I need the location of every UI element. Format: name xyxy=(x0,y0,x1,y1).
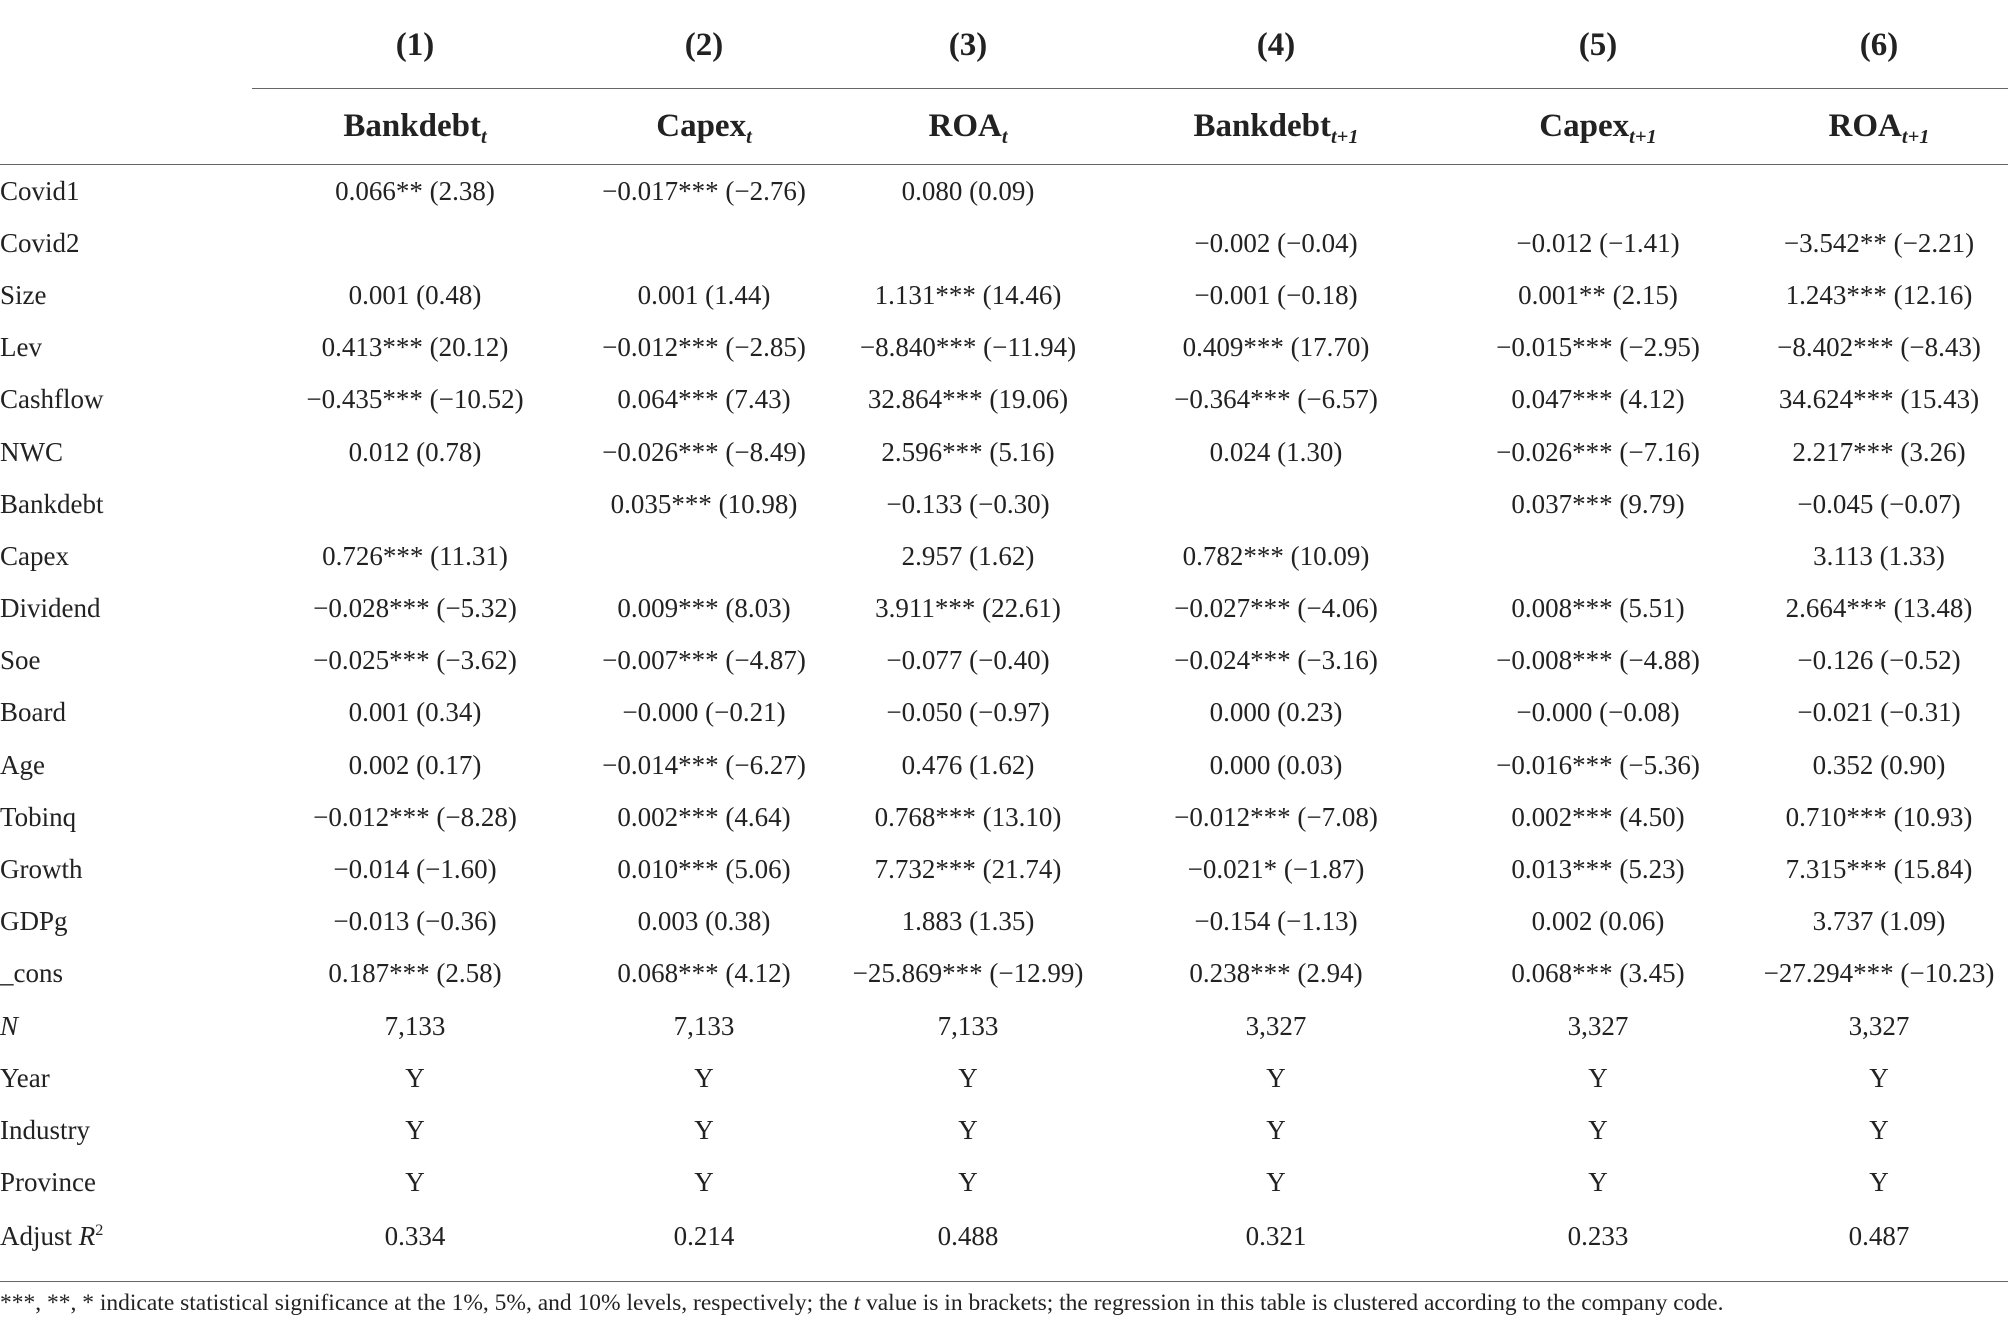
row-label: Covid2 xyxy=(0,227,80,258)
coefficient-cell: Y xyxy=(1869,1114,1889,1145)
coefficient-cell: 3,327 xyxy=(1245,1010,1307,1041)
coefficient-cell: −0.012 (−1.41) xyxy=(1516,227,1680,258)
column-number: (5) xyxy=(1578,26,1618,63)
coefficient-cell: −0.013 (−0.36) xyxy=(333,906,497,937)
row-label: Year xyxy=(0,1062,50,1093)
coefficient-cell: −27.294*** (−10.23) xyxy=(1763,958,1995,989)
coefficient-cell: −0.014 (−1.60) xyxy=(333,854,497,885)
coefficient-cell: −0.015*** (−2.95) xyxy=(1496,332,1700,363)
coefficient-cell: Y xyxy=(1266,1062,1286,1093)
coefficient-cell: 0.068*** (4.12) xyxy=(617,958,791,989)
coefficient-cell xyxy=(578,530,830,582)
coefficient-cell: −0.045 (−0.07) xyxy=(1797,488,1961,519)
row-label: _cons xyxy=(0,958,63,989)
table-row xyxy=(0,165,2008,218)
coefficient-cell: 0.008*** (5.51) xyxy=(1511,593,1685,624)
table-row xyxy=(0,791,2008,843)
coefficient-cell: −0.001 (−0.18) xyxy=(1194,279,1358,310)
coefficient-cell: 0.002 (0.17) xyxy=(348,749,482,780)
column-number: (3) xyxy=(948,26,988,63)
table-row xyxy=(0,530,2008,582)
coefficient-cell: 0.768*** (13.10) xyxy=(874,801,1062,832)
dependent-variable-row xyxy=(0,89,2008,165)
column-number: (6) xyxy=(1859,26,1899,63)
table-row xyxy=(0,426,2008,478)
coefficient-cell: Y xyxy=(1869,1167,1889,1198)
coefficient-cell: 0.710*** (10.93) xyxy=(1785,801,1973,832)
footnote-text: ***, **, * indicate statistical significance at the 1%, 5%, and 10% levels, respectively; the xyxy=(0,1290,854,1316)
table-row xyxy=(0,948,2008,1000)
row-label: Age xyxy=(0,749,45,780)
coefficient-cell: −8.840*** (−11.94) xyxy=(859,332,1077,363)
coefficient-cell: 3.911*** (22.61) xyxy=(875,593,1061,624)
table-body xyxy=(0,165,2008,1282)
row-label: N xyxy=(0,1010,19,1041)
coefficient-cell: −0.026*** (−8.49) xyxy=(602,436,806,467)
row-label: Cashflow xyxy=(0,384,104,415)
coefficient-cell: 0.413*** (20.12) xyxy=(321,332,509,363)
column-number-row xyxy=(0,0,2008,89)
coefficient-cell: 0.013*** (5.23) xyxy=(1511,854,1685,885)
coefficient-cell: 3.737 (1.09) xyxy=(1812,906,1946,937)
coefficient-cell: −0.021* (−1.87) xyxy=(1187,854,1365,885)
coefficient-cell: −0.016*** (−5.36) xyxy=(1496,749,1700,780)
row-label: NWC xyxy=(0,436,63,467)
coefficient-cell: 0.001** (2.15) xyxy=(1518,279,1678,310)
coefficient-cell: 0.487 xyxy=(1750,1209,2008,1282)
coefficient-cell: 7,133 xyxy=(384,1010,446,1041)
coefficient-cell: −0.012*** (−2.85) xyxy=(602,332,806,363)
coefficient-cell: Y xyxy=(694,1167,714,1198)
row-label: Soe xyxy=(0,645,41,676)
table-row xyxy=(0,1209,2008,1282)
coefficient-cell: 0.233 xyxy=(1446,1209,1750,1282)
coefficient-cell: 0.064*** (7.43) xyxy=(617,384,791,415)
coefficient-cell: 0.068*** (3.45) xyxy=(1511,958,1685,989)
coefficient-cell: 0.010*** (5.06) xyxy=(617,854,791,885)
coefficient-cell: Y xyxy=(1588,1062,1608,1093)
coefficient-cell: 1.883 (1.35) xyxy=(901,906,1035,937)
coefficient-cell: Y xyxy=(694,1062,714,1093)
coefficient-cell: 0.002*** (4.64) xyxy=(617,801,791,832)
table-row xyxy=(0,687,2008,739)
coefficient-cell: 0.066** (2.38) xyxy=(335,175,495,206)
coefficient-cell: 7,133 xyxy=(673,1010,735,1041)
coefficient-cell: 0.012 (0.78) xyxy=(348,436,482,467)
coefficient-cell: 1.243*** (12.16) xyxy=(1785,279,1973,310)
row-label: Lev xyxy=(0,332,42,363)
coefficient-cell xyxy=(1446,530,1750,582)
table-row xyxy=(0,583,2008,635)
table-row xyxy=(0,1157,2008,1209)
table-row xyxy=(0,843,2008,895)
footnote-variable: t xyxy=(853,1290,861,1316)
row-label: GDPg xyxy=(0,906,68,937)
coefficient-cell: 0.000 (0.03) xyxy=(1209,749,1343,780)
coefficient-cell: 7.732*** (21.74) xyxy=(874,854,1062,885)
coefficient-cell: −25.869*** (−12.99) xyxy=(852,958,1084,989)
coefficient-cell: 0.000 (0.23) xyxy=(1209,697,1343,728)
coefficient-cell xyxy=(1106,478,1446,530)
header-blank-cell xyxy=(0,89,252,165)
coefficient-cell: −0.077 (−0.40) xyxy=(886,645,1050,676)
coefficient-cell: 3,327 xyxy=(1848,1010,1910,1041)
coefficient-cell: 0.476 (1.62) xyxy=(901,749,1035,780)
coefficient-cell: Y xyxy=(694,1114,714,1145)
coefficient-cell xyxy=(830,217,1106,269)
coefficient-cell: −0.000 (−0.08) xyxy=(1516,697,1680,728)
coefficient-cell: −0.133 (−0.30) xyxy=(886,488,1050,519)
coefficient-cell: 32.864*** (19.06) xyxy=(867,384,1069,415)
coefficient-cell: −0.012*** (−8.28) xyxy=(313,801,517,832)
coefficient-cell: 0.001 (1.44) xyxy=(637,279,771,310)
row-label: Tobinq xyxy=(0,801,77,832)
coefficient-cell: 3,327 xyxy=(1567,1010,1629,1041)
coefficient-cell: 0.238*** (2.94) xyxy=(1189,958,1363,989)
table-row xyxy=(0,374,2008,426)
coefficient-cell: 2.957 (1.62) xyxy=(901,540,1035,571)
table-footnote xyxy=(0,1290,2008,1317)
coefficient-cell: −0.021 (−0.31) xyxy=(1797,697,1961,728)
coefficient-cell: −0.435*** (−10.52) xyxy=(306,384,524,415)
coefficient-cell: 1.131*** (14.46) xyxy=(874,279,1062,310)
coefficient-cell: −0.027*** (−4.06) xyxy=(1174,593,1378,624)
coefficient-cell: 0.352 (0.90) xyxy=(1812,749,1946,780)
row-label: Capex xyxy=(0,540,69,571)
dependent-variable-header: $ROA_{t+1}$ xyxy=(1750,89,2008,165)
row-label: Industry xyxy=(0,1114,90,1145)
coefficient-cell: −0.025*** (−3.62) xyxy=(313,645,517,676)
table-row xyxy=(0,478,2008,530)
coefficient-cell: −8.402*** (−8.43) xyxy=(1777,332,1981,363)
table-row xyxy=(0,217,2008,269)
coefficient-cell: 0.003 (0.38) xyxy=(637,906,771,937)
coefficient-cell: 0.080 (0.09) xyxy=(901,175,1035,206)
table-row xyxy=(0,635,2008,687)
dependent-variable-header: $ROA_t$ xyxy=(830,89,1106,165)
coefficient-cell: −0.002 (−0.04) xyxy=(1194,227,1358,258)
dependent-variable-header: Capex$_{t+1}$ xyxy=(1446,89,1750,165)
coefficient-cell: Y xyxy=(958,1114,978,1145)
coefficient-cell: −0.007*** (−4.87) xyxy=(602,645,806,676)
table-row xyxy=(0,739,2008,791)
coefficient-cell: 0.024 (1.30) xyxy=(1209,436,1343,467)
coefficient-cell: −0.026*** (−7.16) xyxy=(1496,436,1700,467)
row-label: Growth xyxy=(0,854,83,885)
table-row xyxy=(0,896,2008,948)
coefficient-cell: Y xyxy=(405,1167,425,1198)
coefficient-cell: 0.214 xyxy=(578,1209,830,1282)
coefficient-cell: −0.008*** (−4.88) xyxy=(1496,645,1700,676)
coefficient-cell: 2.596*** (5.16) xyxy=(881,436,1055,467)
row-label: Adjust $R^2$ xyxy=(0,1209,252,1282)
coefficient-cell: Y xyxy=(1869,1062,1889,1093)
table-row xyxy=(0,1000,2008,1052)
coefficient-cell: 0.726*** (11.31) xyxy=(322,540,508,571)
table-row xyxy=(0,269,2008,321)
coefficient-cell: 0.321 xyxy=(1106,1209,1446,1282)
coefficient-cell: Y xyxy=(405,1114,425,1145)
coefficient-cell: −3.542** (−2.21) xyxy=(1783,227,1975,258)
coefficient-cell: 34.624*** (15.43) xyxy=(1778,384,1980,415)
coefficient-cell: Y xyxy=(958,1167,978,1198)
coefficient-cell: −0.050 (−0.97) xyxy=(886,697,1050,728)
coefficient-cell xyxy=(1446,165,1750,218)
coefficient-cell: Y xyxy=(405,1062,425,1093)
coefficient-cell xyxy=(578,217,830,269)
dependent-variable-header: Bankdebt$_t$ xyxy=(252,89,578,165)
coefficient-cell: −0.000 (−0.21) xyxy=(622,697,786,728)
coefficient-cell: 0.002 (0.06) xyxy=(1531,906,1665,937)
table-row xyxy=(0,1104,2008,1156)
coefficient-cell: −0.028*** (−5.32) xyxy=(313,593,517,624)
row-label: Province xyxy=(0,1167,96,1198)
coefficient-cell xyxy=(252,478,578,530)
table-row xyxy=(0,1052,2008,1104)
dependent-variable-header: Bankdebt$_{t+1}$ xyxy=(1106,89,1446,165)
coefficient-cell: 0.187*** (2.58) xyxy=(328,958,502,989)
dependent-variable-header: Capex$_t$ xyxy=(578,89,830,165)
column-number: (2) xyxy=(684,26,724,63)
row-label: Bankdebt xyxy=(0,488,104,519)
coefficient-cell: −0.154 (−1.13) xyxy=(1194,906,1358,937)
coefficient-cell: Y xyxy=(1588,1114,1608,1145)
coefficient-cell: 7,133 xyxy=(937,1010,999,1041)
coefficient-cell: 0.409*** (17.70) xyxy=(1182,332,1370,363)
coefficient-cell xyxy=(252,217,578,269)
coefficient-cell: Y xyxy=(958,1062,978,1093)
header-blank-cell xyxy=(0,0,252,89)
coefficient-cell: 0.488 xyxy=(830,1209,1106,1282)
coefficient-cell: Y xyxy=(1266,1167,1286,1198)
row-label: Covid1 xyxy=(0,175,80,206)
table-row xyxy=(0,322,2008,374)
coefficient-cell: 3.113 (1.33) xyxy=(1813,540,1945,571)
coefficient-cell: −0.014*** (−6.27) xyxy=(602,749,806,780)
column-number: (1) xyxy=(395,26,435,63)
coefficient-cell: 2.217*** (3.26) xyxy=(1792,436,1966,467)
table-header xyxy=(0,0,2008,165)
coefficient-cell: 0.035*** (10.98) xyxy=(610,488,798,519)
coefficient-cell xyxy=(1750,165,2008,218)
coefficient-cell: Y xyxy=(1266,1114,1286,1145)
coefficient-cell: −0.126 (−0.52) xyxy=(1797,645,1961,676)
coefficient-cell: −0.012*** (−7.08) xyxy=(1174,801,1378,832)
coefficient-cell: 0.009*** (8.03) xyxy=(617,593,791,624)
coefficient-cell xyxy=(1106,165,1446,218)
coefficient-cell: 2.664*** (13.48) xyxy=(1785,593,1973,624)
coefficient-cell: 0.037*** (9.79) xyxy=(1511,488,1685,519)
coefficient-cell: 0.002*** (4.50) xyxy=(1511,801,1685,832)
coefficient-cell: 0.001 (0.48) xyxy=(348,279,482,310)
column-number: (4) xyxy=(1256,26,1296,63)
coefficient-cell: −0.024*** (−3.16) xyxy=(1174,645,1378,676)
coefficient-cell: 0.047*** (4.12) xyxy=(1511,384,1685,415)
coefficient-cell: 0.001 (0.34) xyxy=(348,697,482,728)
row-label: Size xyxy=(0,279,47,310)
coefficient-cell: −0.364*** (−6.57) xyxy=(1174,384,1378,415)
row-label: Dividend xyxy=(0,593,101,624)
coefficient-cell: Y xyxy=(1588,1167,1608,1198)
row-label: Board xyxy=(0,697,66,728)
coefficient-cell: 7.315*** (15.84) xyxy=(1785,854,1973,885)
footnote-text: value is in brackets; the regression in this table is clustered according to the company code. xyxy=(860,1290,1724,1316)
coefficient-cell: −0.017*** (−2.76) xyxy=(602,175,806,206)
coefficient-cell: 0.334 xyxy=(252,1209,578,1282)
coefficient-cell: 0.782*** (10.09) xyxy=(1182,540,1370,571)
